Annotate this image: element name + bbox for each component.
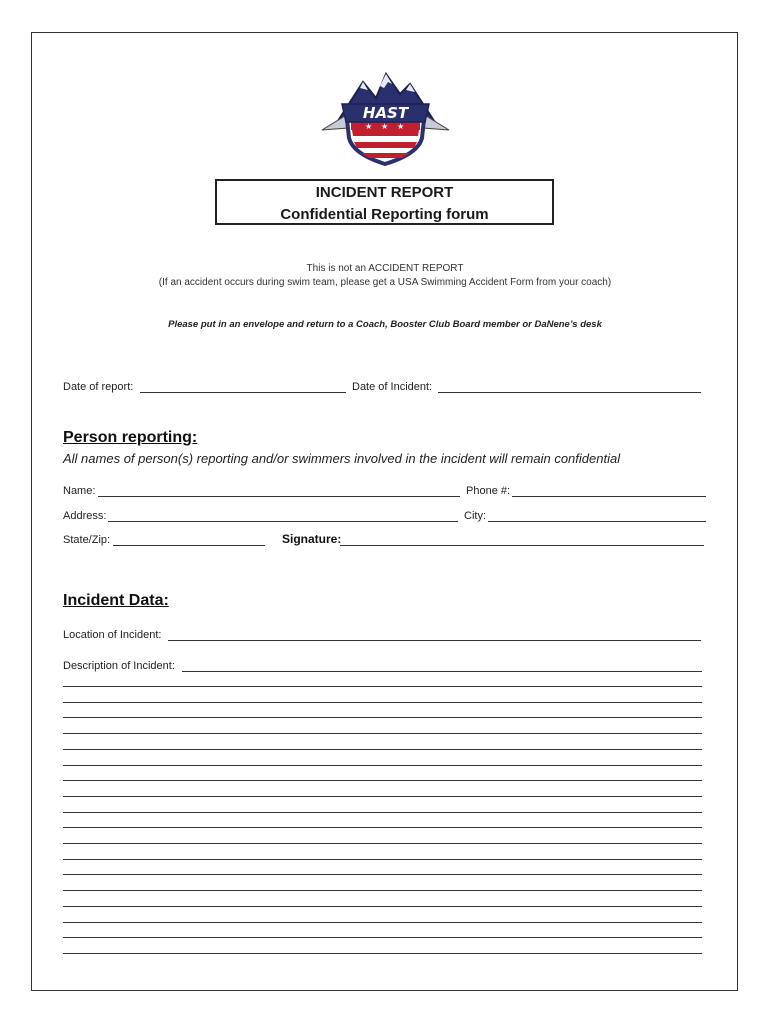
description-line[interactable] bbox=[63, 749, 702, 750]
svg-text:★: ★ bbox=[365, 122, 373, 131]
description-line[interactable] bbox=[63, 765, 702, 766]
description-line[interactable] bbox=[63, 702, 702, 703]
person-reporting-heading: Person reporting: bbox=[63, 429, 198, 446]
description-label: Description of Incident: bbox=[63, 660, 175, 672]
date-of-incident-label: Date of Incident: bbox=[352, 381, 433, 393]
description-line[interactable] bbox=[63, 717, 702, 718]
description-line[interactable] bbox=[63, 780, 702, 781]
date-of-report-label: Date of report: bbox=[63, 381, 134, 393]
name-label: Name: bbox=[63, 485, 96, 497]
description-line[interactable] bbox=[63, 859, 702, 860]
logo-text: HAST bbox=[362, 104, 409, 122]
address-field[interactable] bbox=[108, 521, 458, 522]
description-line[interactable] bbox=[63, 906, 702, 907]
description-line[interactable] bbox=[63, 733, 702, 734]
description-line[interactable] bbox=[63, 796, 702, 797]
signature-field[interactable] bbox=[340, 545, 704, 546]
description-line[interactable] bbox=[63, 922, 702, 923]
state-zip-label: State/Zip: bbox=[63, 534, 111, 546]
confidentiality-note: All names of person(s) reporting and/or swimmers involved in the incident will remain confidential bbox=[63, 451, 621, 466]
date-of-report-field[interactable] bbox=[140, 392, 346, 393]
description-line[interactable] bbox=[63, 686, 702, 687]
location-field[interactable] bbox=[168, 640, 701, 641]
title-line-2: Confidential Reporting forum bbox=[280, 206, 489, 223]
description-line[interactable] bbox=[63, 953, 702, 954]
incident-data-heading: Incident Data: bbox=[63, 592, 169, 609]
address-label: Address: bbox=[63, 510, 107, 522]
title-box bbox=[215, 179, 554, 225]
intro-line-1: This is not an ACCIDENT REPORT bbox=[306, 263, 464, 274]
description-field[interactable] bbox=[182, 671, 702, 672]
description-line[interactable] bbox=[63, 827, 702, 828]
description-line[interactable] bbox=[63, 843, 702, 844]
description-line[interactable] bbox=[63, 937, 702, 938]
description-line[interactable] bbox=[63, 812, 702, 813]
svg-text:★: ★ bbox=[397, 122, 405, 131]
svg-text:★: ★ bbox=[381, 122, 389, 131]
signature-label: Signature: bbox=[282, 532, 342, 546]
phone-field[interactable] bbox=[512, 496, 706, 497]
return-instructions: Please put in an envelope and return to a Coach, Booster Club Board member or DaNene’s desk bbox=[168, 319, 602, 330]
phone-label: Phone #: bbox=[466, 485, 511, 497]
description-line[interactable] bbox=[63, 874, 702, 875]
city-label: City: bbox=[464, 510, 486, 522]
city-field[interactable] bbox=[488, 521, 706, 522]
description-line[interactable] bbox=[63, 890, 702, 891]
location-label: Location of Incident: bbox=[63, 629, 162, 641]
form-page bbox=[31, 32, 738, 991]
date-of-incident-field[interactable] bbox=[438, 392, 701, 393]
hast-logo-graphic bbox=[318, 64, 453, 168]
title-line-1: INCIDENT REPORT bbox=[315, 184, 454, 201]
name-field[interactable] bbox=[98, 496, 460, 497]
intro-line-2: (If an accident occurs during swim team, please get a USA Swimming Accident Form from your coach) bbox=[158, 277, 612, 288]
hast-logo bbox=[318, 64, 453, 168]
state-zip-field[interactable] bbox=[113, 545, 265, 546]
